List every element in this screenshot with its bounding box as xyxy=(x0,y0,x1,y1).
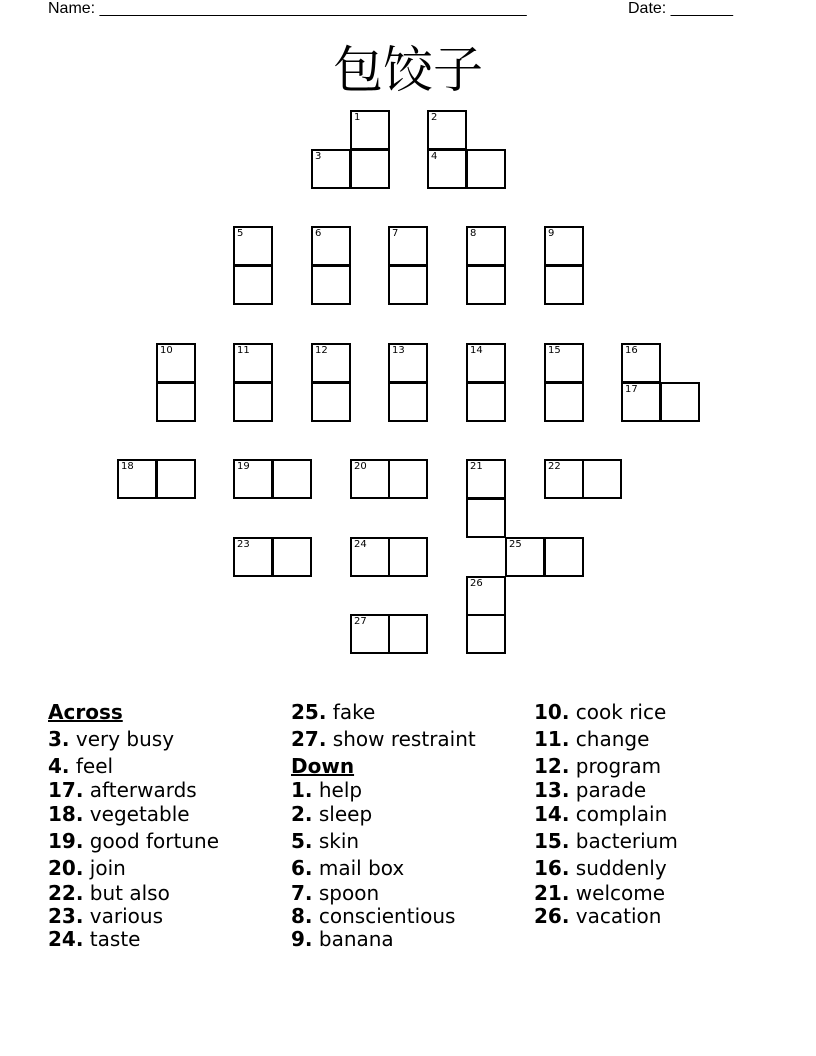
grid-cell[interactable] xyxy=(350,614,390,654)
grid-cell[interactable] xyxy=(233,537,273,577)
clue-item xyxy=(534,804,667,824)
clue-number-label: 17 xyxy=(625,384,638,395)
clue-number-label: 27 xyxy=(354,616,367,627)
clue-number: 2. xyxy=(291,802,313,826)
clue-number-label: 22 xyxy=(548,461,561,472)
clue-text: change xyxy=(575,727,650,751)
grid-cell[interactable] xyxy=(233,343,273,383)
clue-item xyxy=(291,729,476,749)
clue-text: fake xyxy=(332,700,376,724)
grid-cell[interactable] xyxy=(621,343,661,383)
clue-item xyxy=(48,804,190,824)
clue-text: show restraint xyxy=(332,727,476,751)
clue-number: 16. xyxy=(534,856,570,880)
grid-cell[interactable] xyxy=(311,226,351,266)
clue-number-label: 14 xyxy=(470,345,483,356)
clue-item xyxy=(48,756,113,776)
clue-number: 4. xyxy=(48,754,70,778)
grid-cell[interactable] xyxy=(350,537,390,577)
clue-number: 1. xyxy=(291,778,313,802)
clue-item xyxy=(534,729,649,749)
clue-number-label: 18 xyxy=(121,461,134,472)
clue-item xyxy=(291,883,379,903)
grid-cell[interactable] xyxy=(427,110,467,150)
clue-number: 22. xyxy=(48,881,84,905)
clue-text: taste xyxy=(89,927,141,951)
clue-item xyxy=(291,858,404,878)
clue-item xyxy=(534,906,661,926)
clue-heading-text: Across xyxy=(48,700,123,724)
clue-number: 6. xyxy=(291,856,313,880)
clue-number: 12. xyxy=(534,754,570,778)
clue-number-label: 19 xyxy=(237,461,250,472)
clue-number-label: 8 xyxy=(470,228,477,239)
clue-number-label: 20 xyxy=(354,461,367,472)
grid-cell[interactable] xyxy=(156,382,196,422)
grid-cell[interactable] xyxy=(156,459,196,499)
clue-text: welcome xyxy=(575,881,666,905)
clue-number-label: 9 xyxy=(548,228,555,239)
grid-cell[interactable] xyxy=(505,537,545,577)
clue-item xyxy=(291,804,372,824)
grid-cell[interactable] xyxy=(388,614,428,654)
clue-text: very busy xyxy=(75,727,175,751)
clue-item xyxy=(291,831,359,851)
clue-section-heading xyxy=(48,702,123,722)
clue-number: 26. xyxy=(534,904,570,928)
clue-number: 21. xyxy=(534,881,570,905)
grid-cell[interactable] xyxy=(311,382,351,422)
grid-cell[interactable] xyxy=(544,382,584,422)
grid-cell[interactable] xyxy=(388,343,428,383)
clue-number-label: 16 xyxy=(625,345,638,356)
puzzle-title: 包饺子 xyxy=(333,41,483,99)
clue-text: sleep xyxy=(318,802,373,826)
clue-number-label: 11 xyxy=(237,345,250,356)
clue-number-label: 2 xyxy=(431,112,438,123)
grid-cell[interactable] xyxy=(233,265,273,305)
clue-item xyxy=(48,729,174,749)
grid-cell[interactable] xyxy=(544,459,584,499)
clue-item xyxy=(534,883,665,903)
grid-cell[interactable] xyxy=(156,343,196,383)
clue-number: 5. xyxy=(291,829,313,853)
clue-number: 14. xyxy=(534,802,570,826)
clue-number: 17. xyxy=(48,778,84,802)
clue-item xyxy=(48,858,126,878)
grid-cell[interactable] xyxy=(544,226,584,266)
grid-cell[interactable] xyxy=(311,343,351,383)
grid-cell[interactable] xyxy=(427,149,467,189)
clue-item xyxy=(48,883,170,903)
clue-number: 23. xyxy=(48,904,84,928)
clue-text: feel xyxy=(75,754,114,778)
clue-text: bacterium xyxy=(575,829,678,853)
clue-item xyxy=(534,780,646,800)
clue-item xyxy=(291,906,455,926)
clue-item xyxy=(534,831,678,851)
grid-cell[interactable] xyxy=(388,537,428,577)
clue-text: vegetable xyxy=(89,802,190,826)
clue-number-label: 15 xyxy=(548,345,561,356)
clue-number-label: 21 xyxy=(470,461,483,472)
clue-item xyxy=(291,929,394,949)
clue-text: cook rice xyxy=(575,700,667,724)
clue-text: mail box xyxy=(318,856,405,880)
clue-number: 15. xyxy=(534,829,570,853)
grid-cell[interactable] xyxy=(388,226,428,266)
clue-text: skin xyxy=(318,829,360,853)
name-field-label: Name: ________________________________________________ xyxy=(48,0,527,17)
clue-number-label: 23 xyxy=(237,539,250,550)
date-field-label: Date: _______ xyxy=(628,0,733,17)
grid-cell[interactable] xyxy=(466,265,506,305)
clue-text: suddenly xyxy=(575,856,667,880)
clue-text: join xyxy=(89,856,126,880)
clue-text: various xyxy=(89,904,163,928)
grid-cell[interactable] xyxy=(350,110,390,150)
clue-text: good fortune xyxy=(89,829,220,853)
clue-number-label: 13 xyxy=(392,345,405,356)
grid-cell[interactable] xyxy=(466,576,506,616)
clue-text: program xyxy=(575,754,662,778)
clue-number: 24. xyxy=(48,927,84,951)
clue-text: conscientious xyxy=(318,904,456,928)
grid-cell[interactable] xyxy=(544,343,584,383)
clue-item xyxy=(48,780,197,800)
grid-cell[interactable] xyxy=(660,382,700,422)
clue-number: 3. xyxy=(48,727,70,751)
grid-cell[interactable] xyxy=(388,459,428,499)
clue-number-label: 7 xyxy=(392,228,399,239)
clue-text: parade xyxy=(575,778,647,802)
grid-cell[interactable] xyxy=(388,265,428,305)
clue-number: 9. xyxy=(291,927,313,951)
clue-text: help xyxy=(318,778,363,802)
clue-number: 7. xyxy=(291,881,313,905)
clue-text: complain xyxy=(575,802,668,826)
clue-number: 19. xyxy=(48,829,84,853)
grid-cell[interactable] xyxy=(117,459,157,499)
grid-cell[interactable] xyxy=(233,226,273,266)
grid-cell[interactable] xyxy=(466,459,506,499)
grid-cell[interactable] xyxy=(466,382,506,422)
clue-number-label: 24 xyxy=(354,539,367,550)
clue-number: 11. xyxy=(534,727,570,751)
grid-cell[interactable] xyxy=(233,382,273,422)
grid-cell[interactable] xyxy=(272,459,312,499)
clue-number-label: 10 xyxy=(160,345,173,356)
grid-cell[interactable] xyxy=(388,382,428,422)
clue-number: 8. xyxy=(291,904,313,928)
clue-item xyxy=(48,906,163,926)
clue-item xyxy=(291,780,362,800)
grid-cell[interactable] xyxy=(544,265,584,305)
grid-cell[interactable] xyxy=(233,459,273,499)
clue-number-label: 5 xyxy=(237,228,244,239)
clue-number: 20. xyxy=(48,856,84,880)
grid-cell[interactable] xyxy=(544,537,584,577)
clue-item xyxy=(291,702,375,722)
clue-number-label: 12 xyxy=(315,345,328,356)
grid-cell[interactable] xyxy=(466,226,506,266)
clue-item xyxy=(48,929,140,949)
grid-cell[interactable] xyxy=(466,343,506,383)
clue-number-label: 3 xyxy=(315,151,322,162)
clue-item xyxy=(48,831,219,851)
clue-text: vacation xyxy=(575,904,662,928)
clue-number: 18. xyxy=(48,802,84,826)
clue-number: 13. xyxy=(534,778,570,802)
clue-number-label: 26 xyxy=(470,578,483,589)
grid-cell[interactable] xyxy=(466,149,506,189)
grid-cell[interactable] xyxy=(350,459,390,499)
grid-cell[interactable] xyxy=(272,537,312,577)
clue-number: 10. xyxy=(534,700,570,724)
clue-number: 27. xyxy=(291,727,327,751)
grid-cell[interactable] xyxy=(582,459,622,499)
clue-number-label: 6 xyxy=(315,228,322,239)
clue-item xyxy=(534,756,661,776)
clue-text: afterwards xyxy=(89,778,197,802)
grid-cell[interactable] xyxy=(311,149,351,189)
clue-number-label: 4 xyxy=(431,151,438,162)
grid-cell[interactable] xyxy=(621,382,661,422)
clue-heading-text: Down xyxy=(291,754,355,778)
grid-cell[interactable] xyxy=(311,265,351,305)
clue-number-label: 25 xyxy=(509,539,522,550)
clue-text: spoon xyxy=(318,881,380,905)
clue-item xyxy=(534,858,667,878)
grid-cell[interactable] xyxy=(466,498,506,538)
clue-number-label: 1 xyxy=(354,112,361,123)
grid-cell[interactable] xyxy=(466,614,506,654)
clue-item xyxy=(534,702,666,722)
clue-text: banana xyxy=(318,927,394,951)
clue-text: but also xyxy=(89,881,170,905)
grid-cell[interactable] xyxy=(350,149,390,189)
clue-number: 25. xyxy=(291,700,327,724)
clue-section-heading xyxy=(291,756,354,776)
